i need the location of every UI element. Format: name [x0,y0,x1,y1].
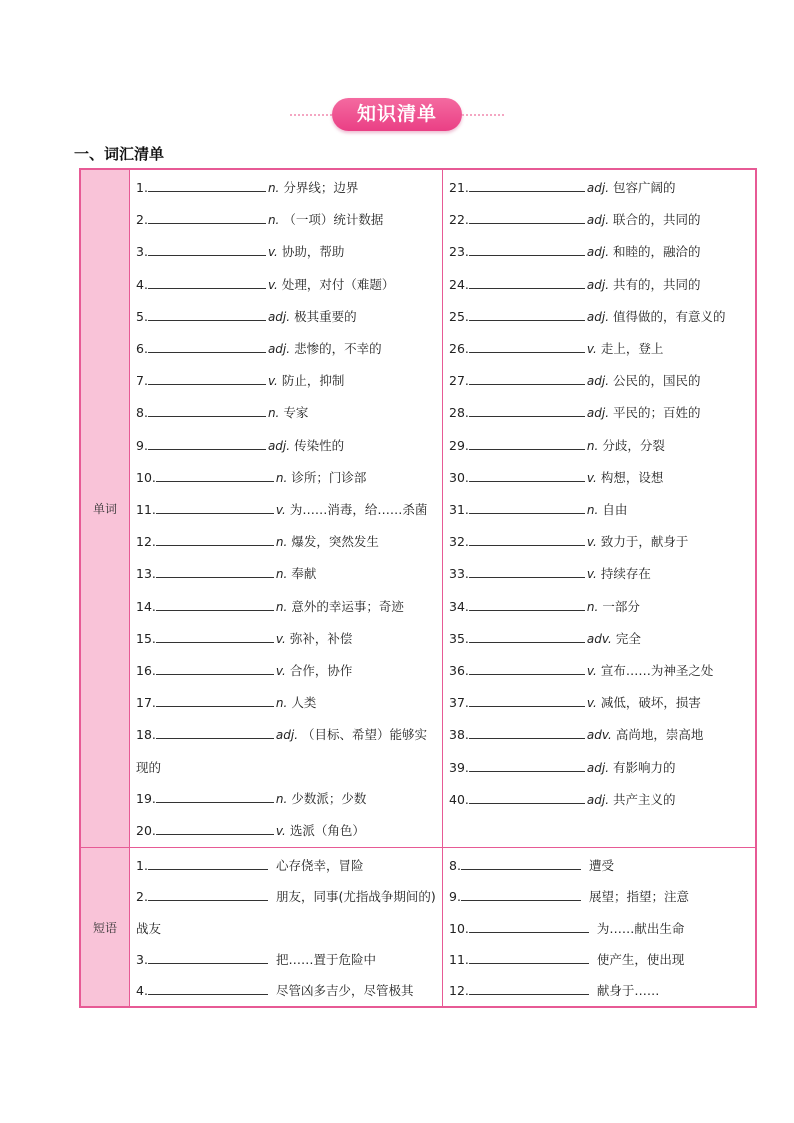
definition: 人类 [291,695,317,711]
part-of-speech: v. [586,470,597,485]
vocab-item [449,333,751,365]
part-of-speech: n. [586,503,599,518]
definition: 值得做的，有意义的 [613,308,726,324]
item-number: 10. [136,469,156,485]
vocab-item [136,526,438,558]
part-of-speech: n. [267,406,280,421]
item-number: 35. [449,630,469,646]
definition: 把……置于危险中 [275,951,376,967]
item-number: 10. [449,920,469,936]
answer-blank[interactable] [469,211,585,224]
part-of-speech: v. [586,664,597,679]
section-title: 一、词汇清单 [74,145,165,163]
definition: 联合的，共同的 [613,212,701,228]
part-of-speech: adj. [586,374,610,389]
item-number: 12. [136,534,156,550]
answer-blank[interactable] [469,662,585,675]
definition: 高尚地，崇高地 [615,727,704,743]
answer-blank[interactable] [148,951,268,964]
item-number: 20. [136,823,156,839]
definition: 意外的幸运事；奇迹 [291,598,404,614]
vocab-item [136,655,438,687]
vocab-item [136,687,438,719]
part-of-speech: v. [586,567,597,582]
answer-blank[interactable] [469,694,585,707]
definition: 有影响力的 [613,759,676,775]
part-of-speech: adj. [267,309,291,324]
part-of-speech: v. [275,503,286,518]
answer-blank[interactable] [156,598,274,611]
definition: 走上，登上 [600,341,664,357]
item-number: 11. [136,502,156,518]
definition: （目标、希望）能够实现的 [136,727,428,775]
answer-blank[interactable] [469,726,585,739]
answer-blank[interactable] [148,179,266,192]
item-number: 14. [136,598,156,614]
answer-blank[interactable] [469,630,585,643]
phrases-left-column [130,848,443,1008]
definition: 爆发，突然发生 [291,534,379,550]
phrase-item [449,850,751,881]
vocab-item [136,462,438,494]
answer-blank[interactable] [469,308,585,321]
phrase-item [136,944,438,975]
vocab-item [136,558,438,590]
vocab-item [449,558,751,590]
vocab-item [449,591,751,623]
part-of-speech: n. [275,567,288,582]
phrase-item [136,881,438,943]
part-of-speech: v. [275,824,286,839]
answer-blank[interactable] [156,630,274,643]
banner-dots-right [462,114,504,116]
item-number: 8. [449,858,461,874]
answer-blank[interactable] [469,951,589,964]
item-number: 25. [449,308,469,324]
answer-blank[interactable] [148,211,266,224]
definition: 共产主义的 [613,791,676,807]
item-number: 16. [136,663,156,679]
vocab-item [449,494,751,526]
vocab-item [136,783,438,815]
answer-blank[interactable] [148,308,266,321]
vocab-item [449,269,751,301]
definition: 公民的，国民的 [613,373,701,389]
vocab-item [136,591,438,623]
definition: 处理，对付（难题） [281,276,395,292]
item-number: 17. [136,695,156,711]
item-number: 27. [449,373,469,389]
vocab-item [136,397,438,429]
definition: 致力于，献身于 [600,534,689,550]
part-of-speech: adv. [586,728,612,743]
part-of-speech: adj. [586,277,610,292]
item-number: 31. [449,502,469,518]
answer-blank[interactable] [469,179,585,192]
answer-blank[interactable] [148,982,268,995]
item-number: 39. [449,759,469,775]
definition: 弥补，补偿 [289,630,353,646]
part-of-speech: n. [275,599,288,614]
item-number: 32. [449,534,469,550]
category-phrases: 短语 [80,848,130,1008]
vocab-item [449,719,751,751]
answer-blank[interactable] [469,372,585,385]
item-number: 34. [449,598,469,614]
phrase-item [136,850,438,881]
item-number: 12. [449,983,469,999]
item-number: 3. [136,951,148,967]
answer-blank[interactable] [469,404,585,417]
part-of-speech: n. [275,696,288,711]
vocab-item [136,333,438,365]
item-number: 24. [449,276,469,292]
item-number: 40. [449,791,469,807]
answer-blank[interactable] [156,694,274,707]
item-number: 23. [449,244,469,260]
item-number: 18. [136,727,156,743]
answer-blank[interactable] [148,276,266,289]
answer-blank[interactable] [156,726,274,739]
words-right-column [443,169,757,848]
answer-blank[interactable] [469,501,585,514]
part-of-speech: adj. [267,438,291,453]
definition: 传染性的 [294,437,345,453]
item-number: 28. [449,405,469,421]
vocab-item [449,687,751,719]
definition: 心存侥幸，冒险 [275,858,364,874]
vocab-item [449,204,751,236]
answer-blank[interactable] [469,982,589,995]
words-row [80,169,756,848]
category-words: 单词 [80,169,130,848]
phrase-item [449,975,751,1006]
definition: 诊所；门诊部 [291,469,367,485]
answer-blank[interactable] [469,533,585,546]
vocab-item [449,301,751,333]
item-number: 30. [449,469,469,485]
definition: 展望；指望；注意 [588,889,689,905]
answer-blank[interactable] [469,791,585,804]
definition: 使产生，使出现 [596,951,685,967]
vocab-item [449,397,751,429]
definition: 持续存在 [600,566,651,582]
definition: 自由 [602,502,628,518]
answer-blank[interactable] [469,437,585,450]
answer-blank[interactable] [148,243,266,256]
item-number: 3. [136,244,148,260]
part-of-speech: adj. [586,406,610,421]
part-of-speech: adj. [586,213,610,228]
definition: （一项）统计数据 [283,212,384,228]
answer-blank[interactable] [469,759,585,772]
definition: 包容广阔的 [613,180,676,195]
vocab-table [79,168,757,1008]
vocab-item [449,655,751,687]
item-number: 9. [449,889,461,905]
vocab-item [136,494,438,526]
item-number: 5. [136,308,148,324]
part-of-speech: n. [267,181,280,195]
answer-blank[interactable] [469,243,585,256]
part-of-speech: v. [586,696,597,711]
item-number: 29. [449,437,469,453]
answer-blank[interactable] [461,888,581,901]
answer-blank[interactable] [469,920,589,933]
definition: 防止，抑制 [281,373,345,389]
vocab-item [136,365,438,397]
answer-blank[interactable] [156,822,274,835]
vocab-item [136,719,438,782]
vocab-item [449,365,751,397]
item-number: 21. [449,180,469,195]
item-number: 4. [136,276,148,292]
part-of-speech: v. [586,535,597,550]
definition: 减低，破坏，损害 [600,695,701,711]
item-number: 1. [136,858,148,874]
part-of-speech: v. [267,245,278,260]
answer-blank[interactable] [469,598,585,611]
definition: 一部分 [602,598,640,614]
definition: 为……献出生命 [596,920,685,936]
item-number: 36. [449,663,469,679]
item-number: 19. [136,790,156,806]
definition: 献身于…… [596,983,660,999]
part-of-speech: n. [275,470,288,485]
definition: 尽管凶多吉少，尽管极其 [275,983,414,999]
vocab-item [136,301,438,333]
answer-blank[interactable] [156,469,274,482]
definition: 分歧，分裂 [602,437,665,453]
item-number: 4. [136,983,148,999]
item-number: 2. [136,212,148,228]
item-number: 8. [136,405,148,421]
vocab-item [449,526,751,558]
part-of-speech: v. [275,664,286,679]
definition: 选派（角色） [289,823,365,839]
part-of-speech: adj. [586,309,610,324]
part-of-speech: v. [267,374,278,389]
vocab-item [136,623,438,655]
answer-blank[interactable] [469,276,585,289]
part-of-speech: n. [275,791,288,806]
vocab-item [136,204,438,236]
part-of-speech: n. [267,213,280,228]
part-of-speech: v. [586,342,597,357]
answer-blank[interactable] [148,372,266,385]
part-of-speech: adj. [586,760,610,775]
part-of-speech: adj. [586,245,610,260]
item-number: 15. [136,630,156,646]
definition: 平民的；百姓的 [613,405,701,421]
banner-dots-left [290,114,332,116]
answer-blank[interactable] [156,533,274,546]
part-of-speech: v. [267,277,278,292]
vocab-item [449,236,751,268]
definition: 和睦的，融洽的 [613,244,701,260]
vocab-item [136,430,438,462]
vocab-item [136,236,438,268]
vocab-item [449,172,751,204]
item-number: 9. [136,437,148,453]
answer-blank[interactable] [148,404,266,417]
answer-blank[interactable] [469,469,585,482]
definition: 专家 [283,405,309,421]
phrases-row [80,848,756,1008]
vocab-item [136,172,438,204]
answer-blank[interactable] [469,565,585,578]
definition: 极其重要的 [294,308,357,324]
item-number: 22. [449,212,469,228]
definition: 遭受 [588,858,614,874]
definition: 合作，协作 [289,663,353,679]
answer-blank[interactable] [469,340,585,353]
definition: 构想，设想 [600,469,664,485]
answer-blank[interactable] [156,565,274,578]
part-of-speech: n. [275,535,288,550]
part-of-speech: adj. [586,181,610,195]
item-number: 33. [449,566,469,582]
definition: 完全 [615,630,641,646]
phrases-right-column [443,848,757,1008]
definition: 共有的，共同的 [613,276,701,292]
item-number: 38. [449,727,469,743]
definition: 少数派；少数 [291,790,367,806]
part-of-speech: adj. [586,792,610,807]
answer-blank[interactable] [148,340,266,353]
answer-blank[interactable] [156,501,274,514]
banner-title: 知识清单 [332,98,462,131]
item-number: 2. [136,889,148,905]
item-number: 6. [136,341,148,357]
item-number: 13. [136,566,156,582]
definition: 悲惨的，不幸的 [294,341,382,357]
vocab-item [136,815,438,847]
answer-blank[interactable] [148,437,266,450]
answer-blank[interactable] [148,857,268,870]
definition: 奉献 [291,566,317,582]
definition: 宣布……为神圣之处 [600,663,714,679]
item-number: 1. [136,180,148,195]
definition: 分界线；边界 [283,180,359,195]
item-number: 11. [449,951,469,967]
answer-blank[interactable] [156,662,274,675]
item-number: 26. [449,341,469,357]
definition: 协助，帮助 [281,244,345,260]
answer-blank[interactable] [148,888,268,901]
part-of-speech: v. [275,631,286,646]
phrase-item [449,944,751,975]
vocab-item [449,752,751,784]
part-of-speech: n. [586,599,599,614]
item-number: 37. [449,695,469,711]
vocab-item [449,462,751,494]
words-left-column [130,169,443,848]
part-of-speech: adj. [275,728,299,743]
part-of-speech: n. [586,438,599,453]
vocab-item [136,269,438,301]
phrase-item [136,975,438,1006]
answer-blank[interactable] [156,790,274,803]
vocab-item [449,784,751,816]
item-number: 7. [136,373,148,389]
definition: 朋友，同事(尤指战争期间的)战友 [136,889,436,936]
phrase-item [449,913,751,944]
part-of-speech: adj. [267,342,291,357]
vocab-item [449,623,751,655]
part-of-speech: adv. [586,631,612,646]
banner-area [0,98,794,132]
answer-blank[interactable] [461,857,581,870]
phrase-item [449,881,751,912]
vocab-item [449,430,751,462]
definition: 为……消毒，给……杀菌 [289,502,428,518]
